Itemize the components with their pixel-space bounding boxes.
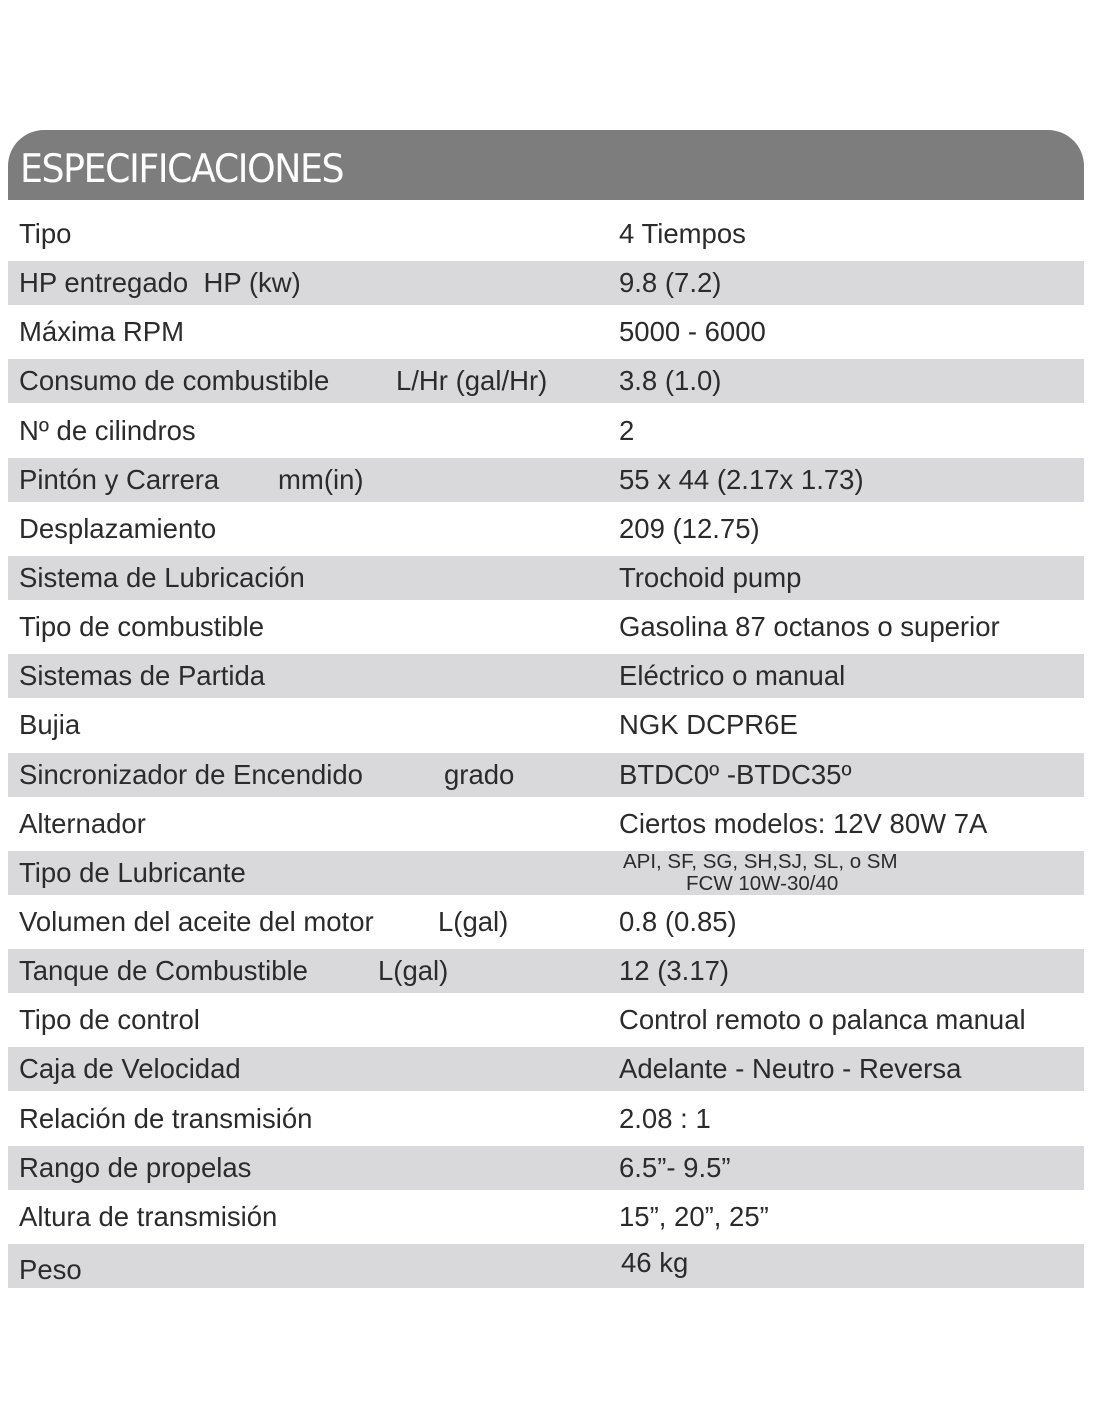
table-row-weight (8, 1244, 1084, 1288)
row-value-line: FCW 10W-30/40 (686, 871, 839, 895)
table-row-lubricant-type (8, 851, 1084, 895)
table-row-alternator (8, 802, 1084, 846)
row-label: Nº de cilindros (19, 414, 196, 446)
row-unit: mm(in) (278, 463, 364, 495)
row-label: Bujia (19, 709, 81, 741)
table-row-oil-volume (8, 900, 1084, 944)
row-unit: grado (444, 758, 515, 790)
row-value: 4 Tiempos (619, 218, 746, 249)
row-value: 55 x 44 (2.17x 1.73) (619, 463, 864, 495)
row-label: Tipo de Lubricante (19, 856, 246, 888)
row-label: Tanque de Combustible (19, 955, 308, 987)
row-label: Tipo de combustible (19, 611, 265, 643)
row-label: Desplazamiento (19, 512, 217, 544)
row-unit: L(gal) (378, 955, 449, 987)
table-row-gear-ratio (8, 1097, 1084, 1141)
row-value: Control remoto o palanca manual (619, 1004, 1026, 1036)
row-label: Sistema de Lubricación (19, 561, 305, 593)
row-label: Sincronizador de Encendido (19, 758, 363, 790)
row-value: Gasolina 87 octanos o superior (619, 611, 1000, 643)
specifications-card (8, 130, 1084, 1293)
table-row-hp (8, 261, 1084, 305)
row-label: Tipo de control (19, 1004, 200, 1036)
row-value: 5000 - 6000 (619, 316, 766, 348)
row-unit: L(gal) (438, 905, 509, 937)
table-row-starting-system (8, 654, 1084, 698)
row-label: Rango de propelas (19, 1151, 252, 1183)
row-value: Adelante - Neutro - Reversa (619, 1053, 962, 1085)
row-label: Relación de transmisión (19, 1102, 313, 1134)
row-label: HP entregado HP (kw) (19, 267, 301, 299)
row-value: 12 (3.17) (619, 955, 730, 987)
row-label: Máxima RPM (19, 316, 185, 348)
row-value: 46 kg (621, 1246, 689, 1278)
row-label: Peso (19, 1253, 82, 1285)
row-value: 2.08 : 1 (619, 1102, 711, 1134)
row-label: Altura de transmisión (19, 1200, 278, 1232)
row-label: Volumen del aceite del motor (19, 905, 374, 937)
specifications-header (8, 130, 1084, 200)
row-label: Tipo (19, 218, 72, 249)
table-row-bore-stroke (8, 458, 1084, 502)
row-value (623, 851, 898, 895)
specifications-table (8, 212, 1084, 1288)
row-value: 2 (619, 414, 635, 446)
row-label: Caja de Velocidad (19, 1053, 241, 1085)
table-row-spark-plug (8, 703, 1084, 747)
table-row-control-type (8, 998, 1084, 1042)
row-value: 209 (12.75) (619, 512, 760, 544)
table-row-fuel-tank (8, 949, 1084, 993)
row-label: Consumo de combustible (19, 365, 330, 397)
table-row-fuel-type (8, 605, 1084, 649)
row-value: Trochoid pump (619, 561, 802, 593)
row-label: Sistemas de Partida (19, 660, 266, 692)
table-row-gearbox (8, 1047, 1084, 1091)
row-value: Ciertos modelos: 12V 80W 7A (619, 807, 988, 839)
row-label: Pintón y Carrera (19, 463, 220, 495)
table-row-tipo (8, 212, 1084, 256)
table-row-displacement (8, 507, 1084, 551)
row-value: 3.8 (1.0) (619, 365, 722, 397)
row-value: 0.8 (0.85) (619, 905, 737, 937)
row-value: 15”, 20”, 25” (619, 1200, 769, 1232)
table-row-ignition-timing (8, 753, 1084, 797)
table-row-cylinders (8, 409, 1084, 453)
specifications-title: ESPECIFICACIONES (20, 147, 344, 192)
table-row-lubrication-system (8, 556, 1084, 600)
row-value: NGK DCPR6E (619, 709, 798, 741)
row-value: 6.5”- 9.5” (619, 1151, 731, 1183)
table-row-max-rpm (8, 310, 1084, 354)
row-value: Eléctrico o manual (619, 660, 846, 692)
table-row-transom-height (8, 1195, 1084, 1239)
row-value: BTDC0º -BTDC35º (619, 758, 852, 790)
table-row-fuel-consumption (8, 359, 1084, 403)
row-label: Alternador (19, 807, 146, 839)
table-row-propeller-range (8, 1146, 1084, 1190)
row-value-line: API, SF, SG, SH,SJ, SL, o SM (623, 849, 898, 873)
row-value: 9.8 (7.2) (619, 267, 722, 299)
row-unit: L/Hr (gal/Hr) (396, 365, 548, 397)
